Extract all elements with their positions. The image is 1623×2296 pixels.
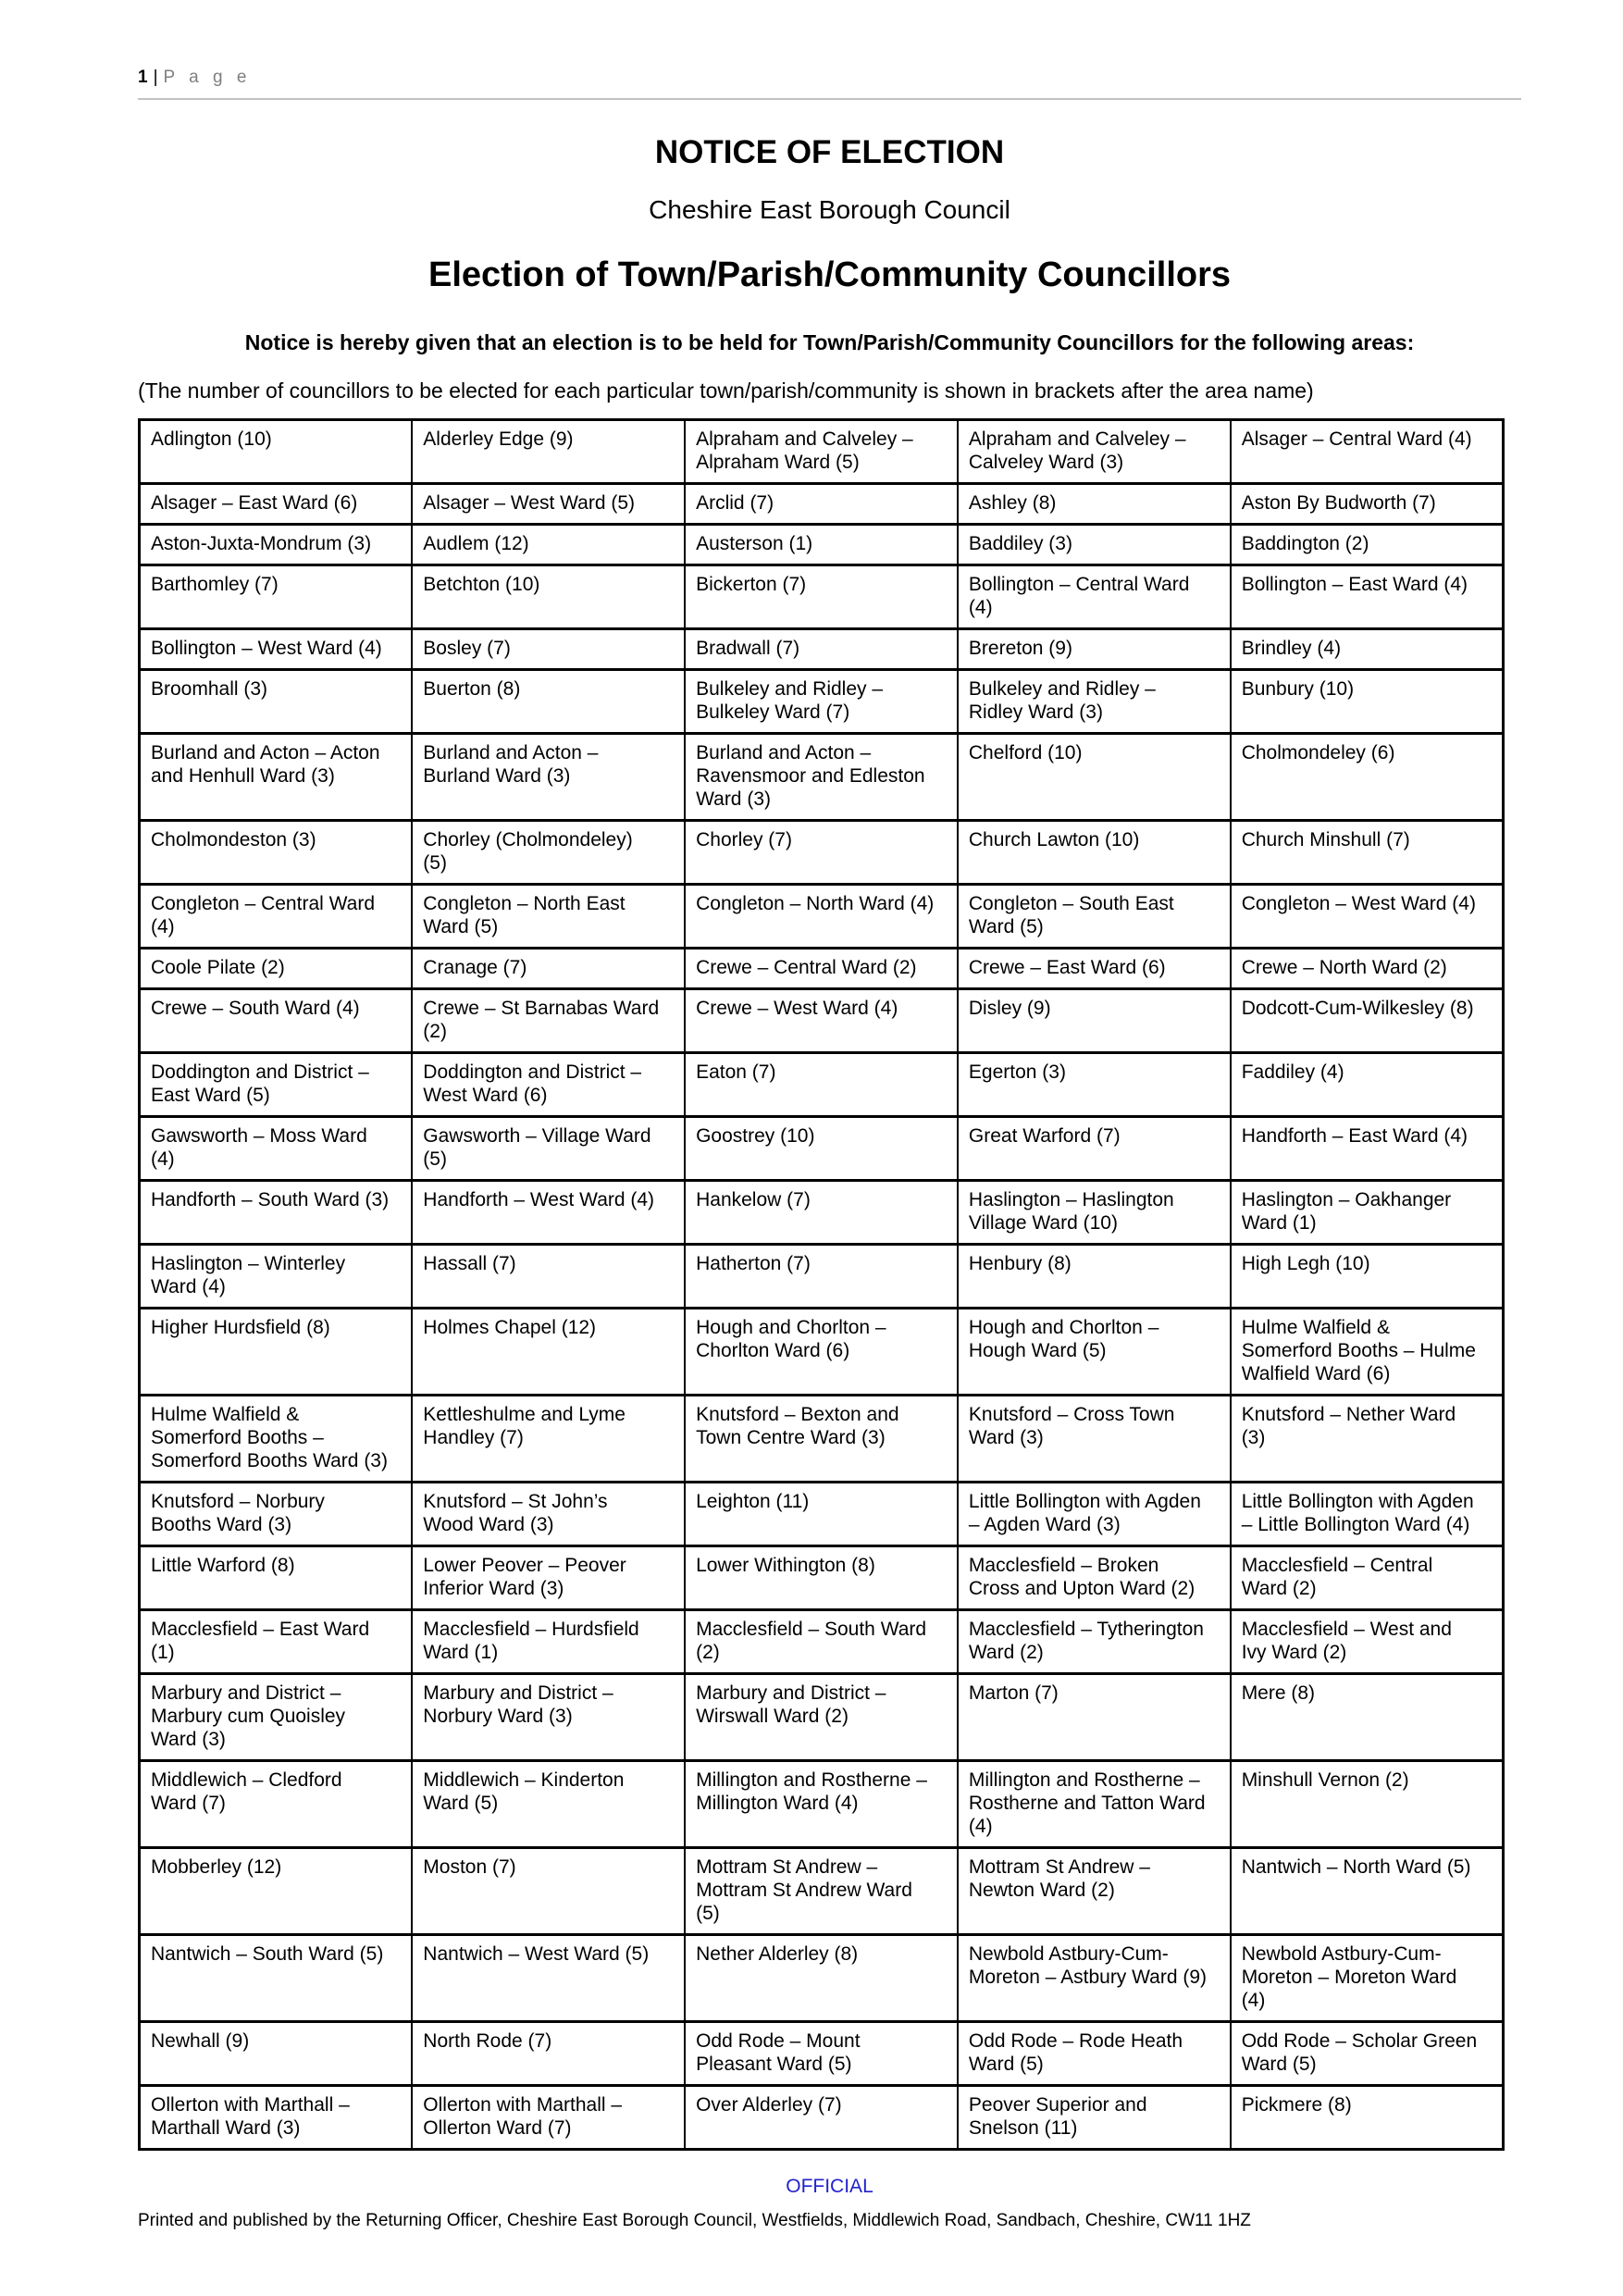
ward-cell: Over Alderley (7): [685, 2086, 958, 2150]
ward-cell: Austerson (1): [685, 525, 958, 565]
ward-cell: Newbold Astbury-Cum-Moreton – Moreton Ward (4): [1231, 1935, 1504, 2022]
ward-cell: Millington and Rostherne – Rostherne and Tatton Ward (4): [958, 1761, 1231, 1848]
table-row: [140, 484, 1504, 525]
table-row: [140, 989, 1504, 1053]
election-subtitle: Election of Town/Parish/Community Councillors: [427, 255, 1232, 294]
ward-cell: Holmes Chapel (12): [412, 1309, 685, 1396]
ward-cell: Alderley Edge (9): [412, 420, 685, 484]
ward-cell: Ashley (8): [958, 484, 1231, 525]
ward-cell: Congleton – North East Ward (5): [412, 885, 685, 949]
ward-cell: Hatherton (7): [685, 1245, 958, 1309]
ward-cell: Knutsford – Cross Town Ward (3): [958, 1396, 1231, 1483]
ward-cell: Mottram St Andrew – Newton Ward (2): [958, 1848, 1231, 1935]
ward-cell: Broomhall (3): [140, 670, 413, 734]
table-row: [140, 949, 1504, 989]
ward-cell: Little Bollington with Agden – Little Bollington Ward (4): [1231, 1483, 1504, 1546]
table-row: [140, 420, 1504, 484]
ward-cell: Macclesfield – Hurdsfield Ward (1): [412, 1610, 685, 1674]
ward-cell: Marbury and District – Norbury Ward (3): [412, 1674, 685, 1761]
ward-cell: Burland and Acton – Burland Ward (3): [412, 734, 685, 821]
ward-cell: Alsager – West Ward (5): [412, 484, 685, 525]
printed-line: Printed and published by the Returning Officer, Cheshire East Borough Council, Westfields, Middlewich Road, Sandbach, Cheshire, CW11 1HZ: [138, 2211, 1251, 2230]
ward-cell: Crewe – North Ward (2): [1231, 949, 1504, 989]
ward-cell: Congleton – South East Ward (5): [958, 885, 1231, 949]
ward-cell: Gawsworth – Village Ward (5): [412, 1117, 685, 1181]
ward-cell: Congleton – Central Ward (4): [140, 885, 413, 949]
ward-cell: Ollerton with Marthall – Ollerton Ward (7): [412, 2086, 685, 2150]
ward-cell: Audlem (12): [412, 525, 685, 565]
ward-cell: Crewe – South Ward (4): [140, 989, 413, 1053]
ward-cell: Crewe – St Barnabas Ward (2): [412, 989, 685, 1053]
ward-cell: Peover Superior and Snelson (11): [958, 2086, 1231, 2150]
ward-cell: Cholmondeley (6): [1231, 734, 1504, 821]
table-row: [140, 885, 1504, 949]
ward-cell: Odd Rode – Mount Pleasant Ward (5): [685, 2022, 958, 2086]
ward-cell: Church Lawton (10): [958, 821, 1231, 885]
ward-cell: Brindley (4): [1231, 629, 1504, 670]
ward-cell: Crewe – Central Ward (2): [685, 949, 958, 989]
ward-cell: Little Warford (8): [140, 1546, 413, 1610]
table-row: [140, 734, 1504, 821]
ward-cell: Newbold Astbury-Cum-Moreton – Astbury Ward (9): [958, 1935, 1231, 2022]
ward-cell: Alpraham and Calveley – Alpraham Ward (5): [685, 420, 958, 484]
ward-cell: Bulkeley and Ridley – Bulkeley Ward (7): [685, 670, 958, 734]
ward-cell: Knutsford – Norbury Booths Ward (3): [140, 1483, 413, 1546]
ward-cell: Alsager – Central Ward (4): [1231, 420, 1504, 484]
ward-cell: Marbury and District – Marbury cum Quoisley Ward (3): [140, 1674, 413, 1761]
table-row: [140, 565, 1504, 629]
ward-cell: Handforth – South Ward (3): [140, 1181, 413, 1245]
ward-cell: Leighton (11): [685, 1483, 958, 1546]
ward-cell: Cholmondeston (3): [140, 821, 413, 885]
ward-cell: Aston By Budworth (7): [1231, 484, 1504, 525]
ward-cell: Odd Rode – Rode Heath Ward (5): [958, 2022, 1231, 2086]
page-number-separator: |: [153, 68, 158, 87]
ward-cell: Marton (7): [958, 1674, 1231, 1761]
ward-cell: Nantwich – West Ward (5): [412, 1935, 685, 2022]
ward-cell: Macclesfield – Broken Cross and Upton Ward (2): [958, 1546, 1231, 1610]
ward-cell: Arclid (7): [685, 484, 958, 525]
ward-cell: Mobberley (12): [140, 1848, 413, 1935]
ward-cell: Macclesfield – Central Ward (2): [1231, 1546, 1504, 1610]
classification-label: OFFICIAL: [786, 2176, 873, 2197]
table-row: [140, 1610, 1504, 1674]
ward-cell: Eaton (7): [685, 1053, 958, 1117]
ward-cell: Bradwall (7): [685, 629, 958, 670]
ward-cell: Nantwich – South Ward (5): [140, 1935, 413, 2022]
table-row: [140, 1396, 1504, 1483]
table-row: [140, 525, 1504, 565]
table-row: [140, 1053, 1504, 1117]
ward-cell: Millington and Rostherne – Millington Ward (4): [685, 1761, 958, 1848]
ward-cell: Knutsford – St John’s Wood Ward (3): [412, 1483, 685, 1546]
ward-cell: Kettleshulme and Lyme Handley (7): [412, 1396, 685, 1483]
ward-cell: Bickerton (7): [685, 565, 958, 629]
ward-cell: Bollington – West Ward (4): [140, 629, 413, 670]
ward-cell: Congleton – North Ward (4): [685, 885, 958, 949]
ward-cell: Middlewich – Cledford Ward (7): [140, 1761, 413, 1848]
ward-cell: Barthomley (7): [140, 565, 413, 629]
council-name: Cheshire East Borough Council: [649, 195, 1010, 224]
ward-cell: Haslington – Winterley Ward (4): [140, 1245, 413, 1309]
ward-cell: Macclesfield – East Ward (1): [140, 1610, 413, 1674]
page-label: P a g e: [163, 68, 252, 87]
ward-cell: Gawsworth – Moss Ward (4): [140, 1117, 413, 1181]
ward-cell: Chorley (7): [685, 821, 958, 885]
ward-cell: Hough and Chorlton – Hough Ward (5): [958, 1309, 1231, 1396]
ward-cell: Bunbury (10): [1231, 670, 1504, 734]
ward-cell: Little Bollington with Agden – Agden Ward (3): [958, 1483, 1231, 1546]
ward-cell: Disley (9): [958, 989, 1231, 1053]
wards-table-body: [140, 420, 1504, 2150]
ward-cell: Newhall (9): [140, 2022, 413, 2086]
ward-cell: Chelford (10): [958, 734, 1231, 821]
ward-cell: Bosley (7): [412, 629, 685, 670]
ward-cell: Burland and Acton – Acton and Henhull Ward (3): [140, 734, 413, 821]
ward-cell: Nether Alderley (8): [685, 1935, 958, 2022]
page-number: 1: [138, 68, 148, 87]
table-row: [140, 1546, 1504, 1610]
ward-cell: Crewe – East Ward (6): [958, 949, 1231, 989]
ward-cell: Ollerton with Marthall – Marthall Ward (3): [140, 2086, 413, 2150]
ward-cell: Alsager – East Ward (6): [140, 484, 413, 525]
table-row: [140, 2022, 1504, 2086]
ward-cell: Great Warford (7): [958, 1117, 1231, 1181]
ward-cell: Congleton – West Ward (4): [1231, 885, 1504, 949]
table-row: [140, 1309, 1504, 1396]
ward-cell: Pickmere (8): [1231, 2086, 1504, 2150]
ward-cell: Adlington (10): [140, 420, 413, 484]
ward-cell: Chorley (Cholmondeley) (5): [412, 821, 685, 885]
ward-cell: Mere (8): [1231, 1674, 1504, 1761]
brackets-note: (The number of councillors to be elected for each particular town/parish/community is shown in brackets after the area name): [138, 379, 1314, 403]
ward-cell: Handforth – West Ward (4): [412, 1181, 685, 1245]
ward-cell: Baddington (2): [1231, 525, 1504, 565]
ward-cell: Marbury and District – Wirswall Ward (2): [685, 1674, 958, 1761]
ward-cell: High Legh (10): [1231, 1245, 1504, 1309]
header-rule: [138, 98, 1521, 100]
ward-cell: Faddiley (4): [1231, 1053, 1504, 1117]
ward-cell: Haslington – Oakhanger Ward (1): [1231, 1181, 1504, 1245]
ward-cell: Bollington – East Ward (4): [1231, 565, 1504, 629]
page-number-line: [138, 67, 1521, 89]
ward-cell: Burland and Acton – Ravensmoor and Edleston Ward (3): [685, 734, 958, 821]
ward-cell: Lower Withington (8): [685, 1546, 958, 1610]
ward-cell: Coole Pilate (2): [140, 949, 413, 989]
table-row: [140, 1761, 1504, 1848]
ward-cell: Doddington and District – East Ward (5): [140, 1053, 413, 1117]
ward-cell: Egerton (3): [958, 1053, 1231, 1117]
ward-cell: Nantwich – North Ward (5): [1231, 1848, 1504, 1935]
ward-cell: Handforth – East Ward (4): [1231, 1117, 1504, 1181]
ward-cell: Macclesfield – South Ward (2): [685, 1610, 958, 1674]
ward-cell: Doddington and District – West Ward (6): [412, 1053, 685, 1117]
ward-cell: Baddiley (3): [958, 525, 1231, 565]
table-row: [140, 1674, 1504, 1761]
ward-cell: Brereton (9): [958, 629, 1231, 670]
ward-cell: Henbury (8): [958, 1245, 1231, 1309]
table-row: [140, 1848, 1504, 1935]
ward-cell: Hassall (7): [412, 1245, 685, 1309]
ward-cell: North Rode (7): [412, 2022, 685, 2086]
ward-cell: Moston (7): [412, 1848, 685, 1935]
ward-cell: Buerton (8): [412, 670, 685, 734]
ward-cell: Higher Hurdsfield (8): [140, 1309, 413, 1396]
table-row: [140, 2086, 1504, 2150]
ward-cell: Crewe – West Ward (4): [685, 989, 958, 1053]
notice-statement: Notice is hereby given that an election is to be held for Town/Parish/Community Councillors for the following areas:: [244, 330, 1415, 354]
ward-cell: Hankelow (7): [685, 1181, 958, 1245]
table-row: [140, 670, 1504, 734]
table-row: [140, 1483, 1504, 1546]
ward-cell: Cranage (7): [412, 949, 685, 989]
ward-cell: Macclesfield – Tytherington Ward (2): [958, 1610, 1231, 1674]
notice-title: NOTICE OF ELECTION: [654, 134, 1005, 170]
ward-cell: Middlewich – Kinderton Ward (5): [412, 1761, 685, 1848]
table-row: [140, 629, 1504, 670]
ward-cell: Minshull Vernon (2): [1231, 1761, 1504, 1848]
table-row: [140, 1181, 1504, 1245]
table-row: [140, 821, 1504, 885]
ward-cell: Odd Rode – Scholar Green Ward (5): [1231, 2022, 1504, 2086]
ward-cell: Aston-Juxta-Mondrum (3): [140, 525, 413, 565]
ward-cell: Lower Peover – Peover Inferior Ward (3): [412, 1546, 685, 1610]
ward-cell: Knutsford – Nether Ward (3): [1231, 1396, 1504, 1483]
ward-cell: Betchton (10): [412, 565, 685, 629]
ward-cell: Knutsford – Bexton and Town Centre Ward (3): [685, 1396, 958, 1483]
ward-cell: Bulkeley and Ridley – Ridley Ward (3): [958, 670, 1231, 734]
ward-cell: Hulme Walfield & Somerford Booths – Somerford Booths Ward (3): [140, 1396, 413, 1483]
ward-cell: Hulme Walfield & Somerford Booths – Hulme Walfield Ward (6): [1231, 1309, 1504, 1396]
ward-cell: Macclesfield – West and Ivy Ward (2): [1231, 1610, 1504, 1674]
ward-cell: Hough and Chorlton – Chorlton Ward (6): [685, 1309, 958, 1396]
ward-cell: Mottram St Andrew – Mottram St Andrew Ward (5): [685, 1848, 958, 1935]
table-row: [140, 1935, 1504, 2022]
ward-cell: Goostrey (10): [685, 1117, 958, 1181]
ward-cell: Church Minshull (7): [1231, 821, 1504, 885]
ward-cell: Dodcott-Cum-Wilkesley (8): [1231, 989, 1504, 1053]
ward-cell: Haslington – Haslington Village Ward (10): [958, 1181, 1231, 1245]
ward-cell: Bollington – Central Ward (4): [958, 565, 1231, 629]
ward-cell: Alpraham and Calveley – Calveley Ward (3): [958, 420, 1231, 484]
table-row: [140, 1245, 1504, 1309]
wards-table: [138, 418, 1505, 2151]
table-row: [140, 1117, 1504, 1181]
